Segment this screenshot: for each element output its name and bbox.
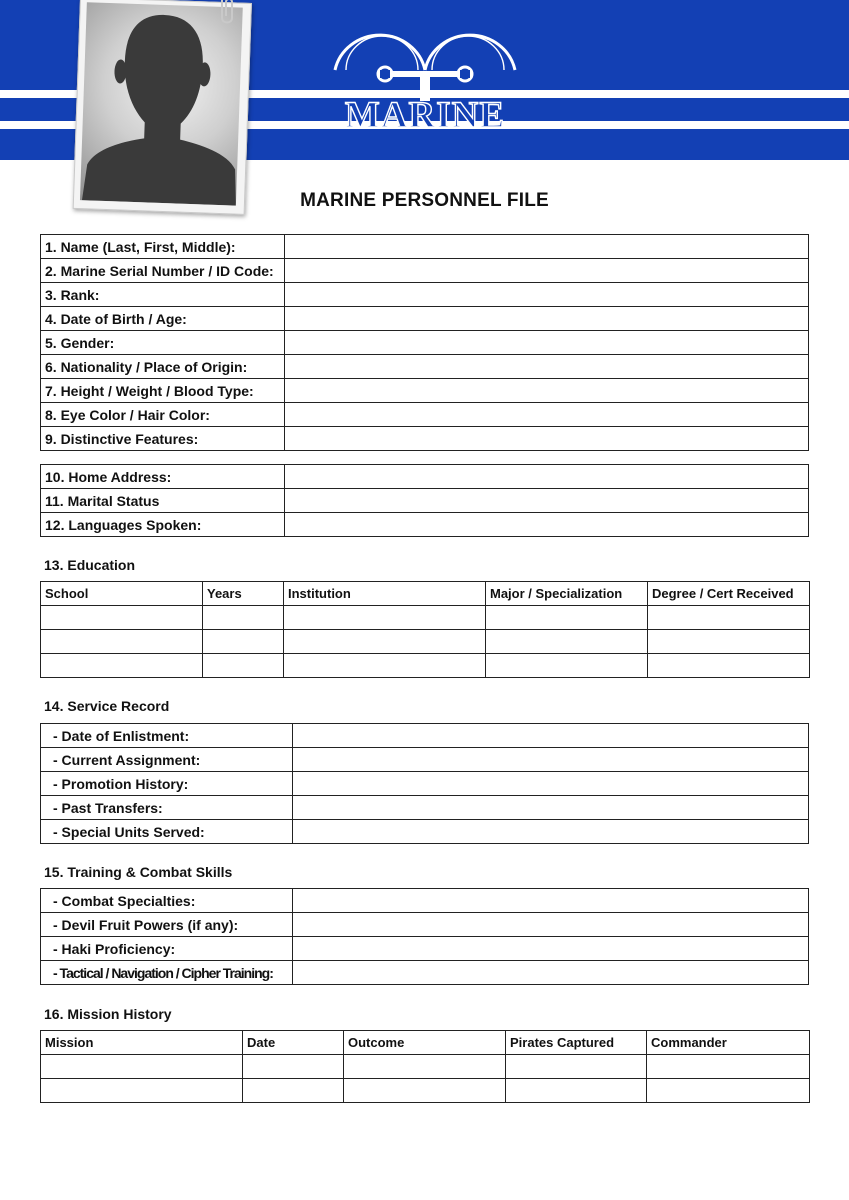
enlistment-date-field[interactable] <box>293 724 809 748</box>
column-header: Major / Specialization <box>486 582 648 606</box>
table-cell[interactable] <box>284 654 486 678</box>
nationality-field[interactable] <box>285 355 809 379</box>
table-row <box>41 630 810 654</box>
column-header: Outcome <box>344 1031 506 1055</box>
table-cell[interactable] <box>203 630 284 654</box>
field-label: 5. Gender: <box>41 331 285 355</box>
training-heading: 15. Training & Combat Skills <box>44 864 233 880</box>
table-row <box>41 1055 810 1079</box>
birth-date-field[interactable] <box>285 307 809 331</box>
promotion-history-field[interactable] <box>293 772 809 796</box>
mission-history-table <box>40 1030 810 1103</box>
table-row <box>41 513 809 537</box>
column-header: Years <box>203 582 284 606</box>
table-cell[interactable] <box>344 1055 506 1079</box>
field-label: 1. Name (Last, First, Middle): <box>41 235 285 259</box>
eye-hair-color-field[interactable] <box>285 403 809 427</box>
field-label: - Combat Specialties: <box>41 889 293 913</box>
table-cell[interactable] <box>41 630 203 654</box>
table-row <box>41 796 809 820</box>
column-header: Degree / Cert Received <box>648 582 810 606</box>
tactical-training-field[interactable] <box>293 961 809 985</box>
table-cell[interactable] <box>486 630 648 654</box>
table-row <box>41 913 809 937</box>
field-label: - Haki Proficiency: <box>41 937 293 961</box>
field-label: 8. Eye Color / Hair Color: <box>41 403 285 427</box>
column-header: Mission <box>41 1031 243 1055</box>
contact-info-table <box>40 464 809 537</box>
table-row <box>41 307 809 331</box>
table-cell[interactable] <box>506 1079 647 1103</box>
field-label: 3. Rank: <box>41 283 285 307</box>
training-table <box>40 888 809 985</box>
table-row <box>41 820 809 844</box>
table-cell[interactable] <box>41 654 203 678</box>
column-header: School <box>41 582 203 606</box>
field-label: - Devil Fruit Powers (if any): <box>41 913 293 937</box>
table-cell[interactable] <box>243 1055 344 1079</box>
field-label: - Current Assignment: <box>41 748 293 772</box>
table-cell[interactable] <box>344 1079 506 1103</box>
name-field[interactable] <box>285 235 809 259</box>
logo-text: MARINE <box>344 95 506 136</box>
field-label: 6. Nationality / Place of Origin: <box>41 355 285 379</box>
table-row <box>41 283 809 307</box>
page-title: MARINE PERSONNEL FILE <box>300 190 549 211</box>
table-row <box>41 403 809 427</box>
table-cell[interactable] <box>203 654 284 678</box>
marital-status-field[interactable] <box>285 489 809 513</box>
field-label: - Past Transfers: <box>41 796 293 820</box>
column-header: Institution <box>284 582 486 606</box>
table-cell[interactable] <box>648 630 810 654</box>
paperclip-icon <box>216 0 238 26</box>
table-row <box>41 331 809 355</box>
field-label: - Tactical / Navigation / Cipher Training: <box>41 961 293 985</box>
home-address-field[interactable] <box>285 465 809 489</box>
personnel-photo <box>73 0 252 215</box>
table-row <box>41 427 809 451</box>
gender-field[interactable] <box>285 331 809 355</box>
column-header: Commander <box>647 1031 810 1055</box>
serial-number-field[interactable] <box>285 259 809 283</box>
column-header: Date <box>243 1031 344 1055</box>
table-row <box>41 465 809 489</box>
table-row <box>41 748 809 772</box>
silhouette-icon <box>80 2 243 205</box>
table-row <box>41 606 810 630</box>
table-row <box>41 489 809 513</box>
table-row <box>41 1079 810 1103</box>
education-table <box>40 581 810 678</box>
field-label: 7. Height / Weight / Blood Type: <box>41 379 285 403</box>
table-cell[interactable] <box>41 606 203 630</box>
table-row <box>41 961 809 985</box>
table-cell[interactable] <box>486 606 648 630</box>
current-assignment-field[interactable] <box>293 748 809 772</box>
table-row <box>41 235 809 259</box>
rank-field[interactable] <box>285 283 809 307</box>
field-label: - Date of Enlistment: <box>41 724 293 748</box>
mission-history-heading: 16. Mission History <box>44 1006 172 1022</box>
table-cell[interactable] <box>506 1055 647 1079</box>
table-row <box>41 355 809 379</box>
personal-info-table <box>40 234 809 451</box>
table-cell[interactable] <box>41 1079 243 1103</box>
service-record-table <box>40 723 809 844</box>
languages-field[interactable] <box>285 513 809 537</box>
field-label: 9. Distinctive Features: <box>41 427 285 451</box>
table-row <box>41 259 809 283</box>
table-row <box>41 889 809 913</box>
table-cell[interactable] <box>648 606 810 630</box>
field-label: 2. Marine Serial Number / ID Code: <box>41 259 285 283</box>
marine-logo <box>330 24 520 136</box>
table-cell[interactable] <box>486 654 648 678</box>
table-cell[interactable] <box>284 606 486 630</box>
table-cell[interactable] <box>41 1055 243 1079</box>
table-cell[interactable] <box>203 606 284 630</box>
field-label: 4. Date of Birth / Age: <box>41 307 285 331</box>
distinctive-features-field[interactable] <box>285 427 809 451</box>
table-header-row <box>41 582 810 606</box>
table-cell[interactable] <box>284 630 486 654</box>
past-transfers-field[interactable] <box>293 796 809 820</box>
field-label: 10. Home Address: <box>41 465 285 489</box>
table-cell[interactable] <box>647 1055 810 1079</box>
table-cell[interactable] <box>648 654 810 678</box>
column-header: Pirates Captured <box>506 1031 647 1055</box>
field-label: - Special Units Served: <box>41 820 293 844</box>
table-row <box>41 772 809 796</box>
devil-fruit-field[interactable] <box>293 913 809 937</box>
table-row <box>41 937 809 961</box>
field-label: 12. Languages Spoken: <box>41 513 285 537</box>
haki-field[interactable] <box>293 937 809 961</box>
education-heading: 13. Education <box>44 557 136 573</box>
field-label: 11. Marital Status <box>41 489 285 513</box>
table-row <box>41 654 810 678</box>
service-record-heading: 14. Service Record <box>44 698 170 714</box>
table-cell[interactable] <box>647 1079 810 1103</box>
table-cell[interactable] <box>243 1079 344 1103</box>
table-row <box>41 724 809 748</box>
table-header-row <box>41 1031 810 1055</box>
table-row <box>41 379 809 403</box>
height-weight-field[interactable] <box>285 379 809 403</box>
field-label: - Promotion History: <box>41 772 293 796</box>
photo-image <box>80 2 243 205</box>
combat-specialties-field[interactable] <box>293 889 809 913</box>
special-units-field[interactable] <box>293 820 809 844</box>
